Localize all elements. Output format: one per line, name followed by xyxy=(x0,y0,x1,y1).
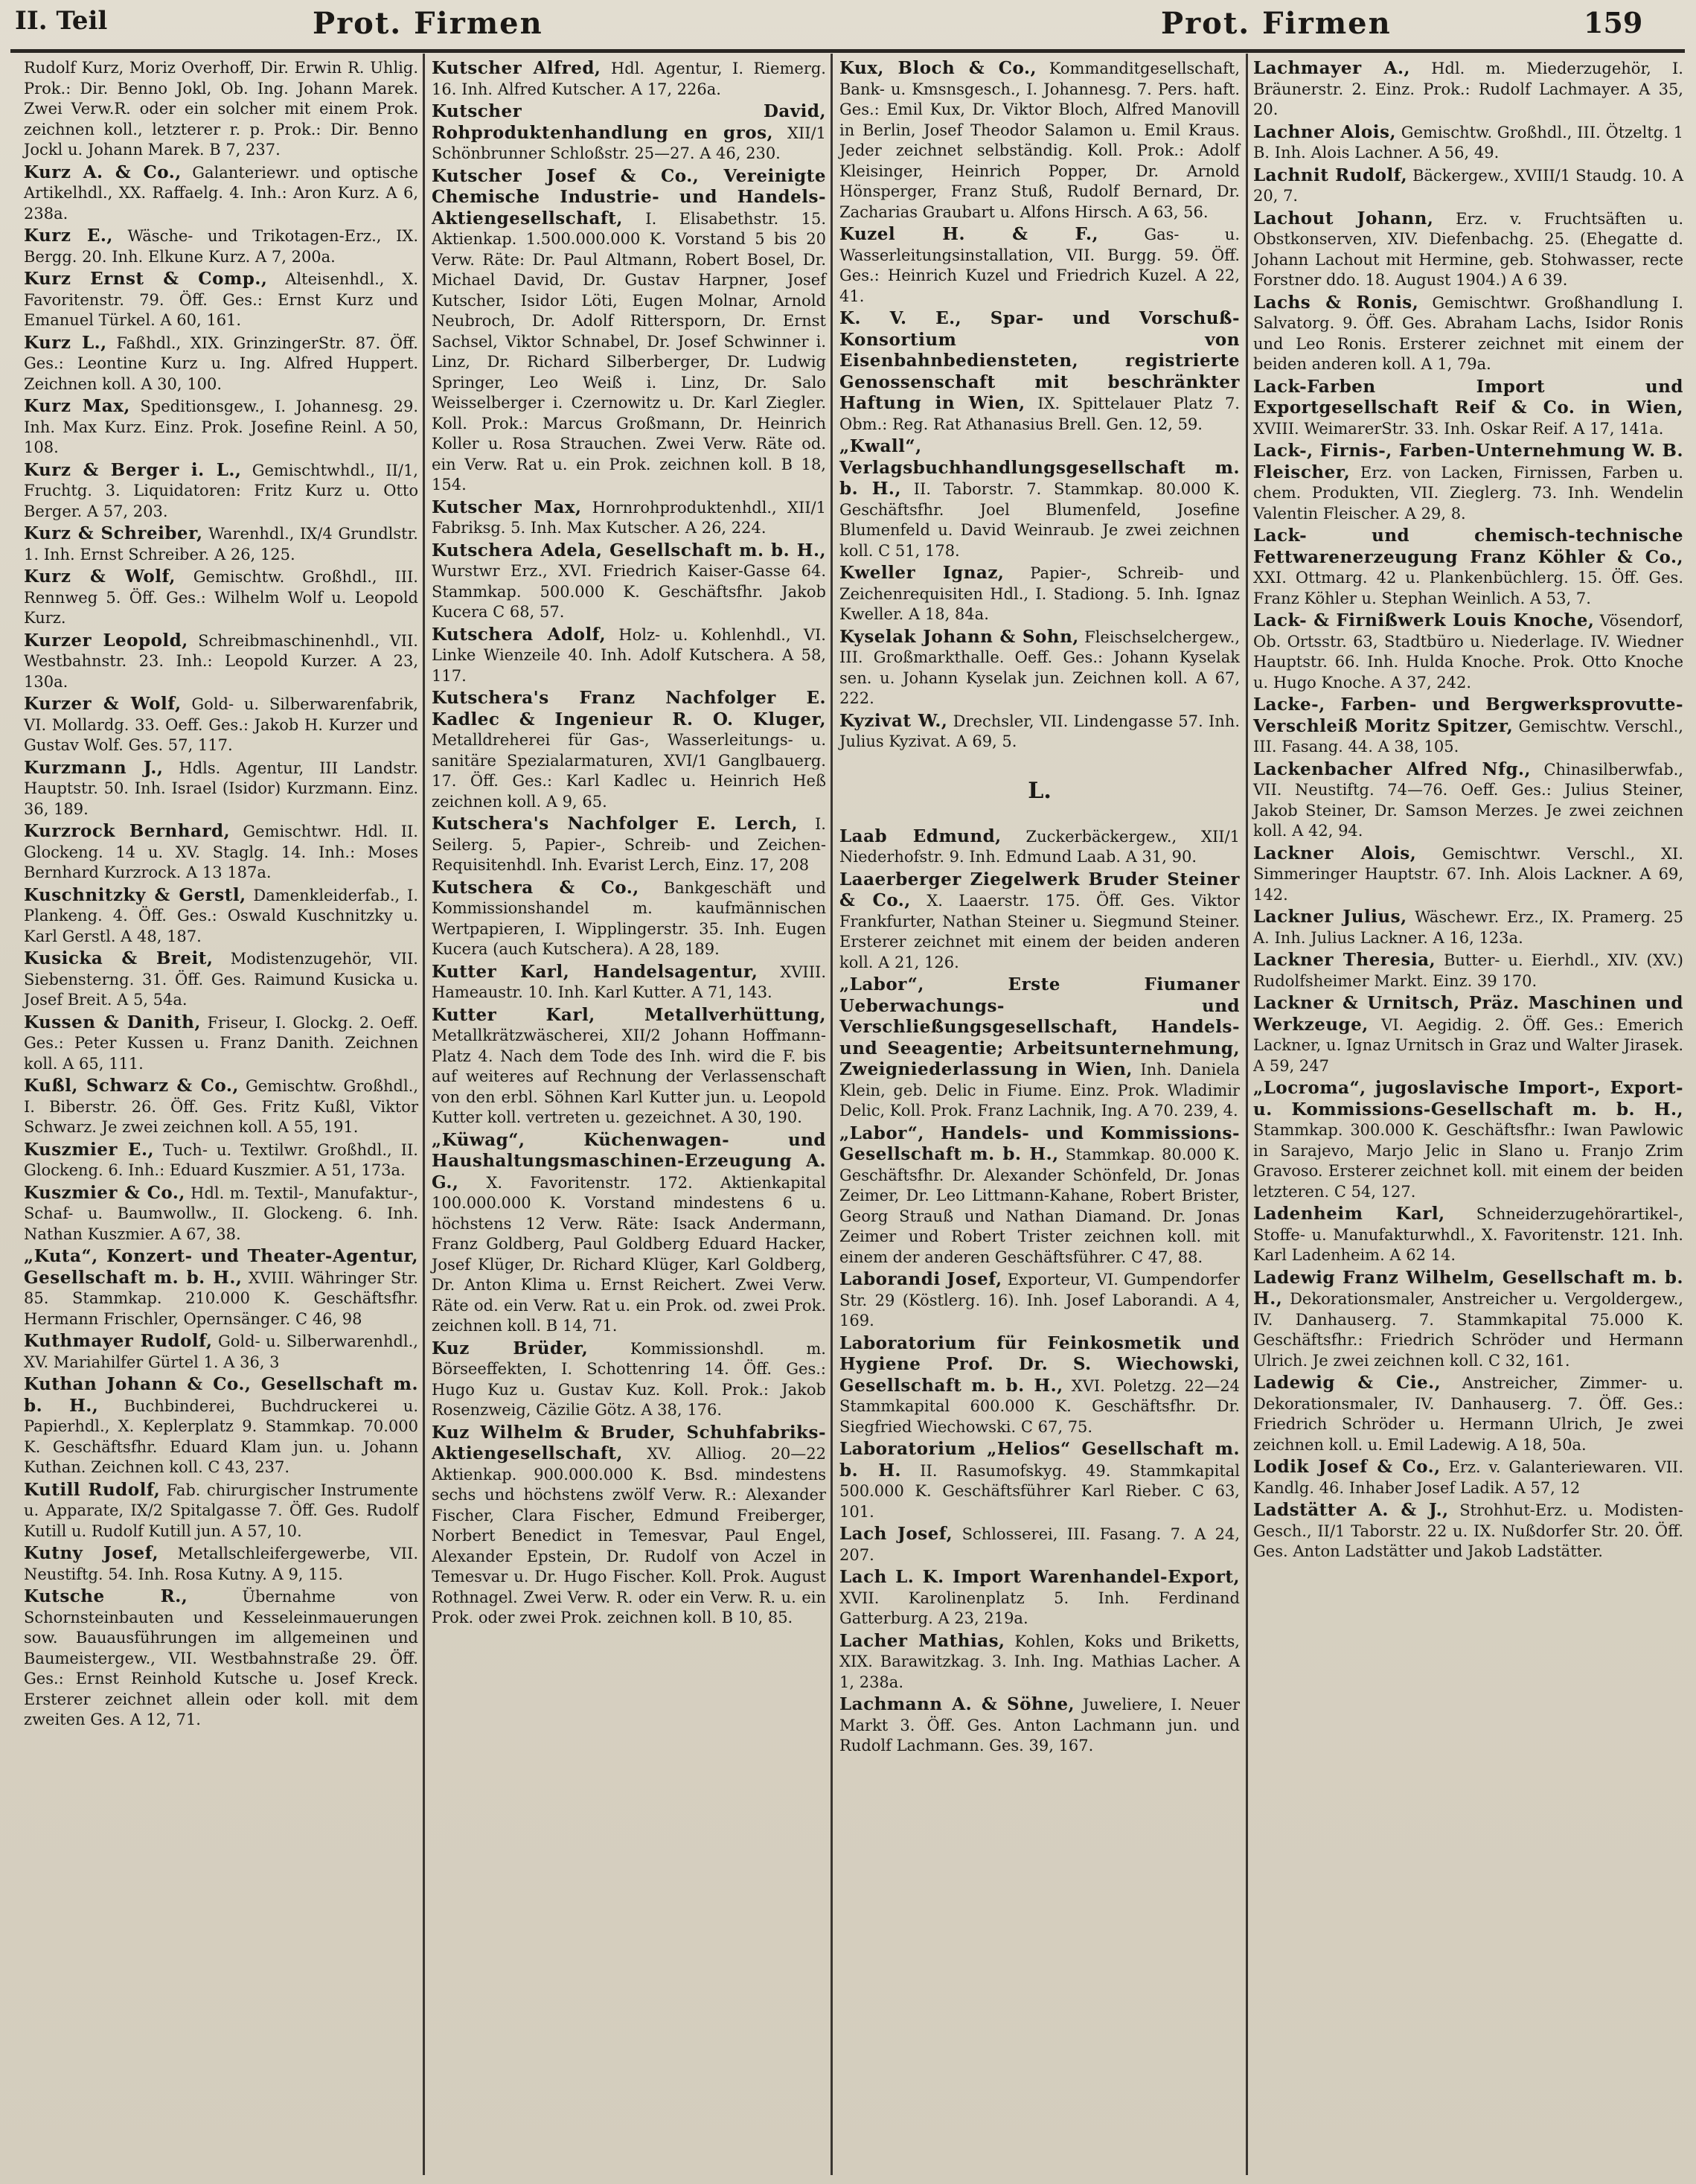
directory-entry xyxy=(839,826,1240,868)
firm-details: Strohhut-Erz. u. Modisten-Gesch., II/1 Taborstr. 22 u. IX. Nußdorfer Str. 20. Öff. Ges. Anton Ladstätter und Jakob Ladstätter. xyxy=(1253,1501,1683,1560)
firm-name: Kurz & Wolf, xyxy=(24,566,176,587)
firm-details: Friseur, I. Glockg. 2. Oeff. Ges.: Peter Kussen u. Franz Danith. Zeichnen koll. A 65, 111. xyxy=(24,1013,418,1073)
firm-name: Laboratorium für Feinkosmetik und Hygiene Prof. Dr. S. Wiechowski, Gesellschaft m. b. H., xyxy=(839,1332,1240,1396)
directory-entry xyxy=(839,1333,1240,1438)
firm-details: Fleischselchergew., III. Großmarkthalle. Oeff. Ges.: Johann Kyselak sen. u. Johann Kyselak jun. Zeichnen koll. A 67, 222. xyxy=(839,628,1240,707)
directory-entry xyxy=(24,758,418,820)
firm-details: Gold- u. Silberwarenfabrik, VI. Mollardg. 33. Oeff. Ges.: Jakob H. Kurzer und Gustav Wolf. Ges. 57, 117. xyxy=(24,695,418,754)
header-rule xyxy=(10,49,1685,53)
directory-entry xyxy=(1253,208,1683,291)
firm-details: Drechsler, VII. Lindengasse 57. Inh. Julius Kyzivat. A 69, 5. xyxy=(839,712,1240,750)
firm-name: Lack- & Firnißwerk Louis Knoche, xyxy=(1253,610,1595,630)
firm-details: Gold- u. Silberwarenhdl., XV. Mariahilfer Gürtel 1. A 36, 3 xyxy=(24,1332,418,1371)
firm-details: Hornrohproduktenhdl., XII/1 Fabriksg. 5. Inh. Max Kutscher. A 26, 224. xyxy=(432,498,826,537)
firm-details: Hdls. Agentur, III Landstr. Hauptstr. 50. Inh. Israel (Isidor) Kurzmann. Einz. 36, 189. xyxy=(24,759,418,818)
firm-name: Kußl, Schwarz & Co., xyxy=(24,1076,239,1096)
directory-entry xyxy=(432,962,826,1003)
directory-entry xyxy=(24,1076,418,1138)
firm-name: Lack- und chemisch-technische Fettwarenerzeugung Franz Köhler & Co., xyxy=(1253,526,1683,567)
firm-details: Erz. v. Galanteriewaren. VII. Kandlg. 46. Inhaber Josef Ladik. A 57, 12 xyxy=(1253,1458,1683,1497)
directory-entry xyxy=(24,1374,418,1478)
directory-entry xyxy=(1253,695,1683,758)
firm-details: Tuch- u. Textilwr. Großhdl., II. Glockeng. 6. Inh.: Eduard Kuszmier. A 51, 173a. xyxy=(24,1140,418,1179)
firm-details: I. Seilerg. 5, Papier-, Schreib- und Zeichen-Requisitenhdl. Inh. Evarist Lerch, Einz. 17, 208 xyxy=(432,815,826,874)
directory-entry xyxy=(1253,1457,1683,1498)
firm-details: Wäschewr. Erz., IX. Pramerg. 25 A. Inh. Julius Lackner. A 16, 123a. xyxy=(1253,908,1683,947)
firm-details: Gemischtw. Großhdl., III. Ötzeltg. 1 B. Inh. Alois Lachner. A 56, 49. xyxy=(1253,123,1683,162)
column-3 xyxy=(836,58,1243,2172)
firm-name: Lacher Mathias, xyxy=(839,1630,1005,1651)
firm-name: Kutscher David, Rohproduktenhandlung en gros, xyxy=(432,101,826,143)
firm-details: Gas- u. Wasserleitungsinstallation, VII. Burgg. 59. Öff. Ges.: Heinrich Kuzel und Friedrich Kuzel. A 22, 41. xyxy=(839,226,1240,305)
directory-entry xyxy=(1253,610,1683,693)
firm-details: Speditionsgew., I. Johannesg. 29. Inh. Max Kurz. Einz. Prok. Josefine Reinl. A 50, 108. xyxy=(24,397,418,456)
directory-entry xyxy=(1253,526,1683,609)
firm-name: Lacke-, Farben- und Bergwerksprovutte-Verschleiß Moritz Spitzer, xyxy=(1253,695,1683,736)
directory-entry xyxy=(1253,1373,1683,1455)
firm-details: Schlosserei, III. Fasang. 7. A 24, 207. xyxy=(839,1525,1240,1564)
directory-entry xyxy=(839,1439,1240,1522)
firm-name: Kux, Bloch & Co., xyxy=(839,58,1037,78)
firm-name: Kuschnitzky & Gerstl, xyxy=(24,884,246,905)
directory-entry xyxy=(1253,377,1683,440)
firm-name: Ladewig & Cie., xyxy=(1253,1373,1441,1393)
firm-name: Kuthmayer Rudolf, xyxy=(24,1331,213,1351)
directory-entry xyxy=(839,58,1240,223)
firm-name: Kutschera's Nachfolger E. Lerch, xyxy=(432,814,798,834)
firm-name: Lackner Julius, xyxy=(1253,907,1407,927)
firm-name: Lackner Alois, xyxy=(1253,843,1417,863)
firm-details: Hdl. Agentur, I. Riemerg. 16. Inh. Alfred Kutscher. A 17, 226a. xyxy=(432,60,826,98)
firm-name: Kutscher Josef & Co., Vereinigte Chemische Industrie- und Handels-Aktiengesellschaft, xyxy=(432,165,826,229)
firm-name: „Locroma“, jugoslavische Import-, Export- u. Kommissions-Gesellschaft m. b. H., xyxy=(1253,1078,1683,1120)
firm-details: XVII. Karolinenplatz 5. Inh. Ferdinand Gatterburg. A 23, 219a. xyxy=(839,1588,1240,1627)
firm-name: Kurz Max, xyxy=(24,396,130,416)
directory-entry xyxy=(1253,843,1683,906)
directory-entry xyxy=(432,625,826,687)
firm-details: XVI. Poletzg. 22—24 Stammkapital 600.000 K. Geschäftsfhr. Dr. Siegfried Wiechowski. C 67, 75. xyxy=(839,1376,1240,1436)
column-1 xyxy=(21,58,421,2172)
firm-details: Rudolf Kurz, Moriz Overhoff, Dir. Erwin R. Uhlig. Prok.: Dir. Benno Jokl, Ob. Ing. Johann Marek. Zwei Verw.R. oder ein solcher mit einem Prok. zeichnen koll., letzterer r. p. Prok.: Dir. Benno Jockl u. Johann Marek. B 7, 237. xyxy=(24,59,418,159)
firm-name: Lack-, Firnis-, Farben-Unternehmung W. B. Fleischer, xyxy=(1253,441,1683,482)
firm-name: Laaerberger Ziegelwerk Bruder Steiner & Co., xyxy=(839,869,1240,910)
firm-details: Kommissionshdl. m. Börseeffekten, I. Schottenring 14. Öff. Ges.: Hugo Kuz u. Gustav Kuz. Koll. Prok.: Jakob Rosenzweig, Cäzilie Götz. A 38, 176. xyxy=(432,1339,826,1419)
firm-details: Zuckerbäckergew., XII/1 Niederhofstr. 9. Inh. Edmund Laab. A 31, 90. xyxy=(839,827,1240,866)
firm-name: Kuszmier E., xyxy=(24,1139,154,1160)
firm-name: Kutter Karl, Handelsagentur, xyxy=(432,961,758,982)
firm-name: Kuszmier & Co., xyxy=(24,1182,185,1203)
firm-details: IX. Spittelauer Platz 7. Obm.: Reg. Rat Athanasius Brell. Gen. 12, 59. xyxy=(839,395,1240,433)
firm-name: Lachout Johann, xyxy=(1253,208,1434,229)
directory-entry xyxy=(24,821,418,884)
directory-entry xyxy=(432,814,826,876)
firm-details: XVIII. WeimarerStr. 33. Inh. Oskar Reif. A 17, 141a. xyxy=(1253,419,1664,438)
directory-entry xyxy=(24,523,418,565)
firm-name: Kyzivat W., xyxy=(839,710,948,731)
firm-name: Kweller Ignaz, xyxy=(839,563,1005,583)
part-label: II. Teil xyxy=(15,6,108,36)
firm-name: Kutschera Adolf, xyxy=(432,624,607,645)
directory-entry xyxy=(1253,950,1683,992)
directory-entry xyxy=(432,688,826,812)
firm-details: Hdl. m. Miederzugehör, I. Bräunerstr. 2. Einz. Prok.: Rudolf Lachmayer. A 35, 20. xyxy=(1253,60,1683,118)
firm-name: Lack-Farben Import und Exportgesellschaft Reif & Co. in Wien, xyxy=(1253,376,1683,418)
firm-details: XVIII. Hameaustr. 10. Inh. Karl Kutter. A 71, 143. xyxy=(432,962,826,1001)
firm-details: Übernahme von Schornsteinbauten und Kesseleinmauerungen sow. Bauausführungen im allgemeinen und Baumeistergew., VII. Westbahnstraße 29. Öff. Ges.: Ernst Reinhold Kutsche u. Josef Kreck. Ersterer zeichnet allein oder koll. mit dem zweiten Ges. A 12, 71. xyxy=(24,1588,418,1728)
firm-name: Lachmann A. & Söhne, xyxy=(839,1694,1075,1714)
column-divider xyxy=(423,54,425,2175)
firm-details: Bäckergew., XVIII/1 Staudg. 10. A 20, 7. xyxy=(1253,166,1683,205)
directory-entry xyxy=(432,1423,826,1629)
firm-name: Lachnit Rudolf, xyxy=(1253,165,1408,185)
directory-entry xyxy=(24,162,418,225)
directory-entry xyxy=(839,1567,1240,1629)
firm-name: Lach L. K. Import Warenhandel-Export, xyxy=(839,1567,1240,1587)
firm-details: Metalldreherei für Gas-, Wasserleitungs- u. sanitäre Spezialarmaturen, XVI/1 Ganglbauerg. 17. Öff. Ges.: Karl Kadlec u. Heinrich Heß zeichnen koll. A 9, 65. xyxy=(432,731,826,811)
firm-details: Kohlen, Koks und Briketts, XIX. Barawitzkag. 3. Inh. Ing. Mathias Lacher. A 1, 238a. xyxy=(839,1632,1240,1691)
firm-details: Gemischtwr. Verschl., XI. Simmeringer Hauptstr. 67. Inh. Alois Lackner. A 69, 142. xyxy=(1253,844,1683,904)
column-2 xyxy=(429,58,829,2172)
firm-details: Papier-, Schreib- und Zeichenrequisiten Hdl., I. Stadiong. 5. Inh. Ignaz Kweller. A 18, 84a. xyxy=(839,564,1240,623)
firm-name: Lodik Josef & Co., xyxy=(1253,1457,1441,1477)
directory-entry xyxy=(1253,993,1683,1076)
firm-name: Lachmayer A., xyxy=(1253,58,1411,78)
firm-details: XV. Alliog. 20—22 Aktienkap. 900.000.000 K. Bsd. mindestens sechs und höchstens zwölf Verw. R.: Alexander Fischer, Clara Fischer, Edmund Freiberger, Norbert Benedict in Temesvar, Paul Engel, Alexander Epstein, Dr. Rudolf von Aczel in Temesvar u. Dr. Hugo Fischer. Koll. Prok. August Rothnagel. Zwei Verw. R. oder ein Verw. R. u. ein Prok. oder zwei Prok. zeichnen koll. B 10, 85. xyxy=(432,1445,826,1626)
directory-entry xyxy=(432,1005,826,1128)
firm-details: Metallkrätzwäscherei, XII/2 Johann Hoffmann-Platz 4. Nach dem Tode des Inh. wird die F. bis auf weiteres auf Rechnung der Verlassenschaft von den erbl. Söhnen Karl Kutter jun. u. Leopold Kutter koll. vertreten u. gezeichnet. A 30, 190. xyxy=(432,1026,826,1126)
directory-entry xyxy=(1253,759,1683,842)
firm-name: Kurz A. & Co., xyxy=(24,162,182,182)
firm-name: Kutill Rudolf, xyxy=(24,1479,161,1500)
directory-entry xyxy=(24,566,418,629)
firm-details: Vösendorf, Ob. Ortsstr. 63, Stadtbüro u. Niederlage. IV. Wiedner Hauptstr. 66. Inh. Hulda Knoche. Prok. Otto Knoche u. Hugo Knoche. A 37, 242. xyxy=(1253,612,1683,692)
firm-details: Buchbinderei, Buchdruckerei u. Papierhdl., X. Keplerplatz 9. Stammkap. 70.000 K. Geschäftsfhr. Eduard Klam jun. u. Johann Kuthan. Zeichnen koll. C 43, 237. xyxy=(24,1396,418,1476)
firm-name: Kusicka & Breit, xyxy=(24,948,214,968)
column-divider xyxy=(831,54,833,2175)
firm-name: Kurz L., xyxy=(24,332,107,353)
firm-details: XXI. Ottmarg. 42 u. Plankenbüchlerg. 15. Öff. Ges. Franz Köhler u. Stephan Weinlich. A 53, 7. xyxy=(1253,569,1683,607)
firm-name: Kurz E., xyxy=(24,226,113,246)
firm-details: Gemischtwhdl., II/1, Fruchtg. 3. Liquidatoren: Fritz Kurz u. Otto Berger. A 57, 203. xyxy=(24,461,418,520)
directory-entry xyxy=(24,58,418,161)
directory-entry xyxy=(432,58,826,100)
directory-entry xyxy=(24,269,418,331)
firm-details: Stammkap. 300.000 K. Geschäftsfhr.: Iwan Pawlowic in Sarajevo, Marjo Jelic in Slano u. Franjo Zrim Gravoso. Ersterer zeichnet koll. mit einem der beiden letzteren. C 54, 127. xyxy=(1253,1121,1683,1201)
firm-details: X. Laaerstr. 175. Öff. Ges. Viktor Frankfurter, Nathan Steiner u. Siegmund Steiner. Ersterer zeichnet mit einem der beiden anderen koll. A 21, 126. xyxy=(839,892,1240,971)
firm-name: Kurzrock Bernhard, xyxy=(24,821,231,841)
firm-name: Kurzmann J., xyxy=(24,757,164,778)
firm-details: X. Favoritenstr. 172. Aktienkapital 100.000.000 K. Vorstand mindestens 6 u. höchstens 12 Verw. Räte: Isack Andermann, Franz Goldberg, Paul Goldberg Eduard Hacker, Josef Klüger, Dr. Richard Klüger, Karl Goldberg, Dr. Anton Klima u. Ernst Reichert. Zwei Verw. Räte od. ein Verw. Rat u. ein Prok. od. zwei Prok. zeichnen koll. B 14, 71. xyxy=(432,1173,826,1335)
firm-name: Kutscher Alfred, xyxy=(432,58,601,78)
firm-name: Kurz Ernst & Comp., xyxy=(24,269,268,289)
directory-entry xyxy=(839,308,1240,435)
directory-entry xyxy=(839,224,1240,307)
firm-details: Warenhdl., IX/4 Grundlstr. 1. Inh. Ernst Schreiber. A 26, 125. xyxy=(24,525,418,563)
firm-name: Ladewig Franz Wilhelm, Gesellschaft m. b. H., xyxy=(1253,1267,1683,1309)
directory-entry xyxy=(1253,58,1683,121)
firm-details: II. Rasumofskyg. 49. Stammkapital 500.000 K. Geschäftsführer Karl Rieber. C 63, 101. xyxy=(839,1461,1240,1521)
firm-details: Inh. Daniela Klein, geb. Delic in Fiume. Einz. Prok. Wladimir Delic, Koll. Prok. Franz Lachnik, Ing. A 70. 239, 4. xyxy=(839,1061,1240,1120)
firm-details: Holz- u. Kohlenhdl., VI. Linke Wienzeile 40. Inh. Adolf Kutschera. A 58, 117. xyxy=(432,625,826,685)
firm-details: Gemischtw. Verschl., III. Fasang. 44. A 38, 105. xyxy=(1253,717,1683,756)
directory-entry xyxy=(432,1130,826,1337)
firm-name: Kurzer & Wolf, xyxy=(24,694,182,714)
directory-entry xyxy=(24,694,418,756)
page-header xyxy=(0,0,1696,52)
firm-details: I. Elisabethstr. 15. Aktienkap. 1.500.000.000 K. Vorstand 5 bis 20 Verw. Räte: Dr. Paul Altmann, Robert Bosel, Dr. Michael David, Dr. Gustav Harpner, Josef Kutscher, Isidor Löti, Eugen Molnar, Arnold Neubroch, Dr. Adolf Rittersporn, Dr. Ernst Sachsel, Viktor Schnabel, Dr. Josef Schwinner i. Linz, Dr. Richard Silberberger, Dr. Ludwig Springer, Leo Weiß i. Linz, Dr. Salo Weisselberger i. Czernowitz u. Dr. Karl Ziegler. Koll. Prok.: Marcus Großmann, Dr. Heinrich Koller u. Rosa Strauchen. Zwei Verw. Räte od. ein Verw. Rat u. ein Prok. zeichnen koll. B 18, 154. xyxy=(432,209,826,494)
firm-name: Lackner & Urnitsch, Präz. Maschinen und Werkzeuge, xyxy=(1253,993,1683,1035)
firm-details: Gemischtwr. Großhandlung I. Salvatorg. 9. Öff. Ges. Abraham Lachs, Isidor Ronis und Leo Ronis. Ersterer zeichnet mit einem der beiden anderen koll. A 1, 79a. xyxy=(1253,293,1683,373)
directory-entry xyxy=(839,1524,1240,1565)
firm-details: Dekorationsmaler, Anstreicher u. Vergoldergew., IV. Danhauserg. 7. Stammkapital 75.000 K. Geschäftsfhr.: Friedrich Schröder und Hermann Ulrich. Je zwei zeichnen koll. C 32, 161. xyxy=(1253,1290,1683,1370)
firm-details: Wäsche- und Trikotagen-Erz., IX. Bergg. 20. Inh. Elkune Kurz. A 7, 200a. xyxy=(24,227,418,266)
firm-name: Kutschera Adela, Gesellschaft m. b. H., xyxy=(432,540,826,561)
directory-entry xyxy=(432,1338,826,1421)
directory-entry xyxy=(1253,1078,1683,1202)
directory-entry xyxy=(839,1694,1240,1757)
firm-details: Kommanditgesellschaft, Bank- u. Kmsnsgesch., I. Johannesg. 7. Pers. haft. Ges.: Emil Kux, Dr. Viktor Bloch, Alfred Manovill in Berlin, Josef Theodor Salamon u. Emil Kraus. Jeder zeichnet selbständig. Koll. Prok.: Adolf Kleisinger, Heinrich Popper, Dr. Arnold Hönsperger, Franz Stuß, Rudolf Bernard, Dr. Zacharias Graubart u. Alfons Hirsch. A 63, 56. xyxy=(839,60,1240,221)
directory-entry xyxy=(24,1543,418,1585)
directory-entry xyxy=(432,166,826,496)
firm-name: Kurz & Schreiber, xyxy=(24,523,203,543)
firm-name: Kutscher Max, xyxy=(432,496,582,517)
directory-entry xyxy=(24,885,418,948)
firm-details: Damenkleiderfab., I. Plankeng. 4. Öff. Ges.: Oswald Kuschnitzky u. Karl Gerstl. A 48, 187. xyxy=(24,886,418,945)
directory-entry xyxy=(839,436,1240,561)
firm-name: Laborandi Josef, xyxy=(839,1269,1002,1289)
firm-details: Erz. von Lacken, Firnissen, Farben u. chem. Produkten, VII. Zieglerg. 73. Inh. Wendelin Valentin Fleischer. A 29, 8. xyxy=(1253,463,1683,523)
firm-name: K. V. E., Spar- und Vorschuß-Konsortium von Eisenbahnbediensteten, registrierte Genossenschaft mit beschränkter Haftung in Wien, xyxy=(839,308,1240,413)
directory-entry xyxy=(839,1631,1240,1693)
directory-entry xyxy=(1253,1268,1683,1372)
column-4 xyxy=(1250,58,1686,2172)
firm-details: Fab. chirurgischer Instrumente u. Apparate, IX/2 Spitalgasse 7. Öff. Ges. Rudolf Kutill u. Rudolf Kutill jun. A 57, 10. xyxy=(24,1481,418,1540)
directory-entry xyxy=(24,1480,418,1542)
directory-entry xyxy=(839,869,1240,974)
section-letter: L. xyxy=(1028,777,1052,804)
firm-name: Kussen & Danith, xyxy=(24,1012,201,1032)
directory-entry xyxy=(24,1183,418,1245)
firm-name: Lachner Alois, xyxy=(1253,121,1396,142)
page-number: 159 xyxy=(1584,6,1643,39)
firm-name: „Labor“, Handels- und Kommissions-Gesellschaft m. b. H., xyxy=(839,1123,1240,1164)
firm-details: Gemischtw. Großhdl., I. Biberstr. 26. Öff. Ges. Fritz Kußl, Viktor Schwarz. Je zwei zeichnen koll. A 55, 191. xyxy=(24,1077,419,1136)
firm-name: Kuthan Johann & Co., Gesellschaft m. b. H., xyxy=(24,1374,418,1416)
directory-entry xyxy=(432,878,826,960)
directory-entry xyxy=(839,974,1240,1122)
firm-details: Gemischtw. Großhdl., III. Rennweg 5. Öff. Ges.: Wilhelm Wolf u. Leopold Kurz. xyxy=(24,568,418,627)
firm-details: Faßhdl., XIX. GrinzingerStr. 87. Öff. Ges.: Leontine Kurz u. Ing. Alfred Huppert. Zeichnen koll. A 30, 100. xyxy=(24,333,418,393)
directory-entry xyxy=(24,630,418,693)
firm-details: VI. Aegidig. 2. Öff. Ges.: Emerich Lackner, u. Ignaz Urnitsch in Graz und Walter Jirasek. A 59, 247 xyxy=(1253,1015,1683,1075)
directory-entry xyxy=(1253,907,1683,948)
firm-details: Stammkap. 80.000 K. Geschäftsfhr. Dr. Alexander Schönfeld, Dr. Jonas Zeimer, Dr. Leo Littmann-Kahane, Robert Brister, Georg Strauß und Nathan Diamand. Dr. Jonas Zeimer und Robert Trister zeichnen koll. mit einem der anderen Geschäftsführer. C 47, 88. xyxy=(839,1146,1240,1266)
firm-details: Alteisenhdl., X. Favoritenstr. 79. Öff. Ges.: Ernst Kurz und Emanuel Türkel. A 60, 161. xyxy=(24,270,418,329)
column-divider xyxy=(1246,54,1248,2175)
firm-name: Kutny Josef, xyxy=(24,1543,159,1563)
directory-entry xyxy=(432,497,826,539)
directory-entry xyxy=(1253,1500,1683,1562)
running-title-left: Prot. Firmen xyxy=(313,6,543,41)
firm-details: XII/1 Schönbrunner Schloßstr. 25—27. A 46, 230. xyxy=(432,124,826,162)
directory-entry xyxy=(432,101,826,165)
firm-name: Kyselak Johann & Sohn, xyxy=(839,626,1079,647)
firm-details: Juweliere, I. Neuer Markt 3. Öff. Ges. Anton Lachmann jun. und Rudolf Lachmann. Ges. 39, 167. xyxy=(839,1696,1240,1754)
firm-name: Kutsche R., xyxy=(24,1586,188,1606)
firm-name: Kurzer Leopold, xyxy=(24,630,188,651)
directory-entry xyxy=(432,540,826,623)
directory-entry xyxy=(24,1586,418,1731)
directory-entry xyxy=(24,948,418,1011)
directory-entry xyxy=(1253,165,1683,207)
directory-entry xyxy=(839,563,1240,625)
firm-details: Anstreicher, Zimmer- u. Dekorationsmaler, IV. Danhauserg. 7. Öff. Ges.: Friedrich Schröder u. Hermann Ulrich, Je zwei zeichnen koll. u. Emil Ladewig. A 18, 50a. xyxy=(1253,1374,1683,1454)
directory-entry xyxy=(839,627,1240,709)
firm-details: Exporteur, VI. Gumpendorfer Str. 29 (Köstlerg. 16). Inh. Josef Laborandi. A 4, 169. xyxy=(839,1271,1240,1329)
directory-entry xyxy=(24,1140,418,1181)
running-title-right: Prot. Firmen xyxy=(1161,6,1392,41)
firm-name: Lachs & Ronis, xyxy=(1253,292,1419,313)
directory-entry xyxy=(1253,122,1683,164)
firm-name: „Kuta“, Konzert- und Theater-Agentur, Gesellschaft m. b. H., xyxy=(24,1246,418,1288)
firm-details: II. Taborstr. 7. Stammkap. 80.000 K. Geschäftsfhr. Joel Blumenfeld, Josefine Blumenfeld u. David Weinraub. Je zwei zeichnen koll. C 51, 178. xyxy=(839,480,1240,560)
firm-name: Kutschera's Franz Nachfolger E. Kadlec & Ingenieur R. O. Kluger, xyxy=(432,688,826,729)
firm-name: Kurz & Berger i. L., xyxy=(24,459,242,480)
directory-entry xyxy=(1253,1204,1683,1266)
firm-details: Erz. v. Fruchtsäften u. Obstkonserven, XIV. Diefenbachg. 25. (Ehegatte d. Johann Lachout mit Hermine, geb. Stohwasser, recte Forstner ddo. 18. August 1904.) A 6 39. xyxy=(1253,209,1683,289)
firm-details: XVIII. Währinger Str. 85. Stammkap. 210.000 K. Geschäftsfhr. Hermann Frischler, Opernsänger. C 46, 98 xyxy=(24,1268,418,1328)
firm-name: Ladstätter A. & J., xyxy=(1253,1500,1449,1520)
directory-entry xyxy=(24,1331,418,1373)
firm-name: „Kwall“, Verlagsbuchhandlungsgesellschaft m. b. H., xyxy=(839,436,1240,499)
firm-name: „Küwag“, Küchenwagen- und Haushaltungsmaschinen-Erzeugung A. G., xyxy=(432,1129,826,1192)
firm-name: Lackner Theresia, xyxy=(1253,950,1436,970)
firm-name: Laab Edmund, xyxy=(839,826,1002,846)
firm-details: Bankgeschäft und Kommissionshandel m. kaufmännischen Wertpapieren, I. Wipplingerstr. 35. Inh. Eugen Kucera (auch Kutschera). A 28, 189. xyxy=(432,878,826,958)
firm-details: Schneiderzugehörartikel-, Stoffe- u. Manufakturwhdl., X. Favoritenstr. 121. Inh. Karl Ladenheim. A 62 14. xyxy=(1253,1205,1683,1264)
firm-name: Kuzel H. & F., xyxy=(839,224,1099,244)
directory-entry xyxy=(1253,441,1683,524)
firm-details: Galanteriewr. und optische Artikelhdl., XX. Raffaelg. 4. Inh.: Aron Kurz. A 6, 238a. xyxy=(24,163,418,223)
firm-name: Lach Josef, xyxy=(839,1524,953,1544)
firm-name: Kuz Brüder, xyxy=(432,1338,589,1358)
firm-name: Kutschera & Co., xyxy=(432,877,639,898)
directory-entry xyxy=(24,226,418,267)
firm-name: Lackenbacher Alfred Nfg., xyxy=(1253,759,1532,779)
directory-entry xyxy=(24,396,418,459)
firm-name: Ladenheim Karl, xyxy=(1253,1204,1445,1224)
firm-details: Modistenzugehör, VII. Siebensterng. 31. Öff. Ges. Raimund Kusicka u. Josef Breit. A 5, 54a. xyxy=(24,950,418,1009)
firm-details: Chinasilberwfab., VII. Neustiftg. 74—76. Oeff. Ges.: Julius Steiner, Jakob Steiner, Dr. Samson Merzes. Je zwei zeichnen koll. A 42, 94. xyxy=(1253,760,1683,840)
directory-entry xyxy=(24,1012,418,1075)
firm-name: „Labor“, Erste Fiumaner Ueberwachungs- und Verschließungsgesellschaft, Handels- und Seeagentie; Arbeitsunternehmung, Zweigniederlassung in Wien, xyxy=(839,974,1240,1079)
firm-details: Hdl. m. Textil-, Manufaktur-, Schaf- u. Baumwollw., II. Glockeng. 6. Inh. Nathan Kuszmier. A 67, 38. xyxy=(24,1184,418,1243)
directory-entry xyxy=(839,1123,1240,1268)
directory-entry xyxy=(839,1269,1240,1332)
firm-details: Metallschleifergewerbe, VII. Neustiftg. 54. Inh. Rosa Kutny. A 9, 115. xyxy=(24,1545,418,1583)
directory-entry xyxy=(24,460,418,523)
directory-entry xyxy=(1253,293,1683,375)
directory-entry xyxy=(24,333,418,395)
firm-name: Laboratorium „Helios“ Gesellschaft m. b. H. xyxy=(839,1439,1240,1481)
firm-details: Wurstwr Erz., XVI. Friedrich Kaiser-Gasse 64. Stammkap. 500.000 K. Geschäftsfhr. Jakob Kucera C 68, 57. xyxy=(432,562,826,621)
firm-details: Gemischtwr. Hdl. II. Glockeng. 14 u. XV. Staglg. 14. Inh.: Moses Bernhard Kurzrock. A 13 187a. xyxy=(24,823,418,881)
firm-name: Kuz Wilhelm & Bruder, Schuhfabriks-Aktiengesellschaft, xyxy=(432,1422,826,1463)
firm-name: Kutter Karl, Metallverhüttung, xyxy=(432,1004,826,1025)
directory-entry xyxy=(839,711,1240,753)
firm-details: Butter- u. Eierhdl., XIV. (XV.) Rudolfsheimer Markt. Einz. 39 170. xyxy=(1253,951,1683,990)
firm-details: Schreibmaschinenhdl., VII. Westbahnstr. 23. Inh.: Leopold Kurzer. A 23, 130a. xyxy=(24,631,418,691)
directory-entry xyxy=(24,1246,418,1329)
